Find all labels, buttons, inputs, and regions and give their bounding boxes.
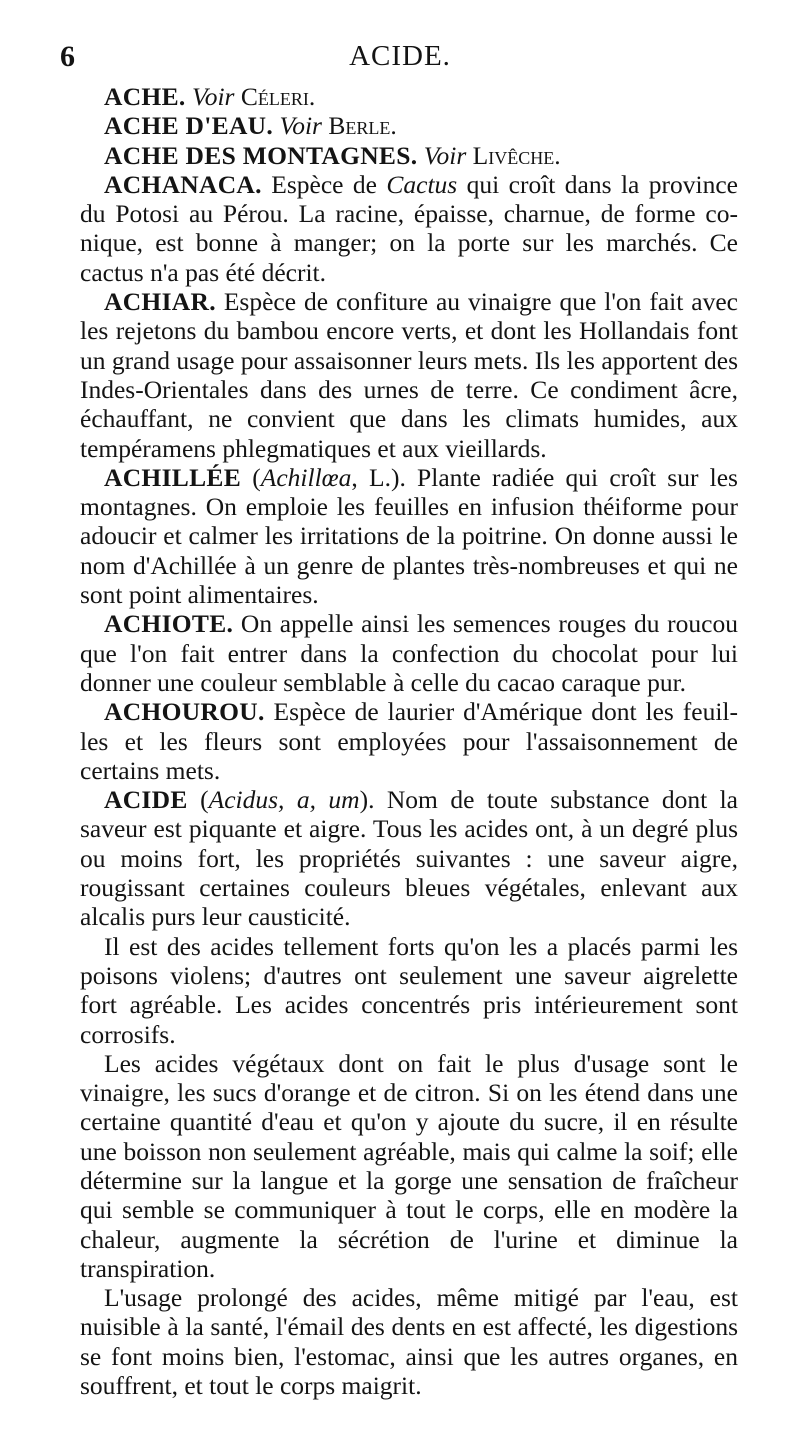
entry-text: On appelle ainsi les semences rouges du roucou que l'on fait entrer dans la confection du chocolat pour lui donner une couleur semblable à celle du cacao caraque pur. [80, 609, 738, 697]
entry-headword: ACHILLÉE [104, 462, 242, 492]
page-body [80, 82, 738, 1400]
entry-text: Espèce de [261, 169, 387, 199]
cross-ref-target: Céleri. [240, 82, 316, 111]
entry-headword: ACHE DES MONTAGNES. [104, 140, 418, 170]
entry-ache-des-montagnes [80, 141, 738, 170]
entry-headword: ACHE D'EAU. [104, 111, 274, 141]
cross-ref-label: Voir [423, 140, 467, 170]
entry-text: Espèce de confiture au vinaigre que l'on fait avec les rejetons du bambou encore verts, et dont les Hollandais font un grand usage pour assaisonner leurs mets. Ils les apportent des Indes-Orientales dans des urnes de terre. Ce condiment âcre, échauffant, ne convient que dans les climats humides, aux tempéramens phlegmatiques et aux vieillards. [80, 287, 738, 463]
page-header [0, 40, 800, 80]
entry-text: ( [241, 462, 261, 492]
cross-ref-target: Livêche. [472, 140, 561, 170]
entry-headword: ACHOUROU. [104, 697, 265, 727]
entry-headword: ACHE. [104, 82, 186, 111]
page-number: 6 [60, 40, 75, 73]
entry-achourou [80, 697, 738, 785]
entry-text: , L.). Plante radiée qui croît sur les montagnes. On emploie les feuilles en infusion théiforme pour adoucir et calmer les irritations de la poitrine. On donne aussi le nom d'Achillée à un genre de plantes très-nombreuses et qui ne sont point alimentaires. [80, 462, 738, 610]
entry-achillee [80, 463, 738, 609]
cross-ref-label: Voir [191, 82, 235, 111]
entry-text: Espèce de laurier d'Amérique dont les feuilles et les fleurs sont employées pour l'assaisonnement de certains mets. [80, 697, 738, 785]
entry-headword: ACHANACA. [104, 169, 262, 199]
entry-text: qui croît dans la province du Potosi au Pérou. La racine, épaisse, charnue, de forme conique, est bonne à manger; on la porte sur les marchés. Ce cactus n'a pas été décrit. [80, 169, 738, 287]
entry-headword: ACHIOTE. [104, 609, 234, 639]
entry-achanaca [80, 170, 738, 287]
paragraph-usage-prolonge: L'usage prolongé des acides, même mitigé par l'eau, est nuisible à la santé, l'émail des dents en est affecté, les digestions se font moins bien, l'estomac, ainsi que les autres organes, en souffrent, et tout le corps maigrit. [80, 1283, 738, 1401]
entry-achiote [80, 609, 738, 697]
entry-italic: Cactus [386, 169, 458, 199]
cross-ref-target: Berle. [328, 111, 397, 141]
entry-headword: ACIDE [104, 785, 188, 815]
entry-text: ( [187, 785, 209, 815]
entry-acide [80, 785, 738, 931]
entry-achiar [80, 287, 738, 463]
paragraph-acides-vegetaux: Les acides végétaux dont on fait le plus d'usage sont le vinaigre, les sucs d'orange et de citron. Si on les étend dans une certaine quantité d'eau et qu'on y ajoute du sucre, il en résulte une boisson non seulement agréable, mais qui calme la soif; elle détermine sur la langue et la gorge une sensation de fraîcheur qui semble se communiquer à tout le corps, elle en modère la chaleur, augmente la sécrétion de l'urine et diminue la transpiration. [80, 1048, 738, 1283]
cross-ref-label: Voir [279, 111, 322, 141]
paragraph-acides-forts: Il est des acides tellement forts qu'on les a placés parmi les poisons violens; d'autres ont seulement une saveur aigrelette fort agréable. Les acides concentrés pris intérieurement sont corrosifs. [80, 931, 738, 1049]
entry-italic: Acidus, a, um [208, 785, 360, 815]
entry-headword: ACHIAR. [104, 287, 216, 317]
entry-ache-d-eau [80, 111, 738, 140]
entry-italic: Achillœa [260, 462, 352, 492]
entry-text: ). Nom de toute substance dont la saveur est piquante et aigre. Tous les acides ont, à un degré plus ou moins fort, les propriétés suivantes : une saveur aigre, rougissant certaines couleurs bleues végétales, enlevant aux alcalis purs leur causticité. [80, 785, 738, 932]
running-head: ACIDE. [349, 40, 451, 72]
entry-ache [80, 82, 738, 111]
